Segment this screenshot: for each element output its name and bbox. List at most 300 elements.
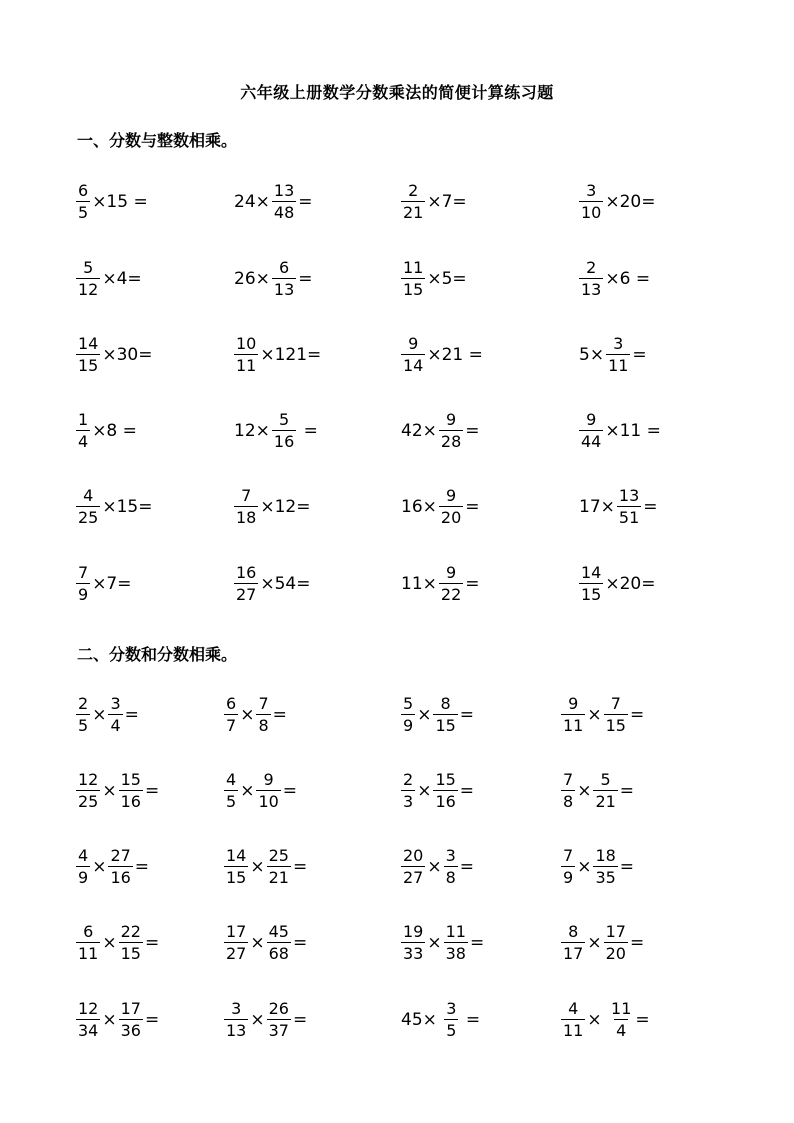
expression-text: ×6 = [605,268,651,289]
fraction [224,924,248,962]
section2-problem-r4-c1 [75,921,160,965]
numerator: 6 [226,694,237,713]
denominator: 68 [268,944,289,963]
expression-text: ×30= [102,344,153,365]
expression-text: × [577,856,592,877]
numerator: 14 [581,563,602,582]
fraction [76,488,100,526]
fraction [267,848,291,886]
expression-text: ×11 = [605,420,661,441]
numerator: 7 [241,486,252,505]
numerator: 3 [586,181,597,200]
expression-text: ×12= [260,496,311,517]
denominator: 7 [226,716,237,735]
expression-text: = [629,932,645,953]
denominator: 51 [618,508,640,527]
numerator: 16 [236,563,257,582]
numerator: 25 [268,846,289,865]
fraction [579,183,603,221]
fraction [108,696,122,734]
numerator: 9 [568,694,579,713]
numerator: 8 [568,922,579,941]
section1-problem-r1-c2 [233,180,314,224]
denominator: 20 [440,508,462,527]
fraction [76,924,100,962]
expression-text: = [298,420,318,441]
expression-text: × [92,856,107,877]
section2-problem-r2-c1 [75,769,160,813]
denominator: 15 [78,356,99,375]
denominator: 27 [236,585,257,604]
expression-text: = [292,856,308,877]
denominator: 21 [268,868,289,887]
section2-problem-r3-c3 [400,845,475,889]
fraction [401,183,425,221]
denominator: 35 [595,868,616,887]
section1-problem-r1-c1 [75,180,149,224]
numerator: 1 [78,410,89,429]
expression-text: 45× [401,1009,443,1030]
expression-text: × [417,704,432,725]
expression-text: × [417,780,432,801]
expression-text: = [632,344,647,365]
fraction [224,848,248,886]
fraction [256,772,280,810]
expression-text: ×7= [92,573,132,594]
numerator: 9 [445,486,457,505]
denominator: 15 [581,585,602,604]
expression-text: = [144,780,160,801]
expression-text: 5× [579,344,605,365]
fraction [272,412,296,450]
expression-text: = [272,704,287,725]
section1-problem-r5-c4 [578,485,659,529]
fraction [234,336,258,374]
fraction [401,848,425,886]
expression-text: = [619,780,635,801]
numerator: 7 [563,770,574,789]
fraction [267,1001,291,1039]
fraction [444,1001,458,1039]
fraction [609,1001,633,1039]
numerator: 15 [120,770,141,789]
numerator: 4 [568,999,579,1018]
expression-text: = [460,1009,481,1030]
expression-text: × [577,780,592,801]
denominator: 37 [268,1021,289,1040]
section2-problem-r1-c3 [400,693,475,737]
fraction [76,412,90,450]
denominator: 15 [435,716,456,735]
fraction [617,488,641,526]
denominator: 34 [78,1021,99,1040]
fraction [76,336,100,374]
denominator: 8 [258,716,269,735]
numerator: 9 [586,410,597,429]
denominator: 28 [440,432,462,451]
fraction [401,336,425,374]
denominator: 4 [110,716,121,735]
expression-text: = [629,704,645,725]
fraction [561,924,585,962]
fraction [439,412,463,450]
denominator: 4 [616,1021,627,1040]
numerator: 4 [83,486,94,505]
denominator: 5 [446,1021,457,1040]
numerator: 9 [263,770,274,789]
numerator: 7 [258,694,269,713]
section1-problem-r6-c2 [233,562,311,606]
expression-text: ×4= [102,268,142,289]
expression-text: ×121= [260,344,322,365]
expression-text: 16× [401,496,437,517]
denominator: 25 [78,792,99,811]
section2-problem-r4-c2 [223,921,308,965]
expression-text: ×54= [260,573,311,594]
fraction [561,772,575,810]
fraction [579,412,603,450]
fraction [579,260,603,298]
denominator: 9 [563,868,574,887]
expression-text: = [292,1009,308,1030]
fraction [76,848,90,886]
expression-text: = [465,573,480,594]
denominator: 22 [440,585,462,604]
section1-problem-r3-c1 [75,333,153,377]
section2-problem-r4-c4 [560,921,645,965]
fraction [119,1001,143,1039]
denominator: 33 [403,944,424,963]
fraction [433,772,457,810]
section2-problem-r3-c4 [560,845,635,889]
section1-problem-r6-c3 [400,562,481,606]
fraction [76,260,100,298]
fraction [604,924,628,962]
expression-text: = [469,932,485,953]
denominator: 14 [403,356,424,375]
denominator: 20 [605,944,626,963]
expression-text: × [240,704,255,725]
numerator: 15 [435,770,456,789]
numerator: 7 [610,694,621,713]
denominator: 4 [78,432,89,451]
fraction [272,260,296,298]
numerator: 4 [78,846,89,865]
numerator: 13 [618,486,640,505]
section2-problem-r2-c3 [400,769,475,813]
expression-text: 17× [579,496,615,517]
fraction [401,696,415,734]
expression-text: × [427,856,442,877]
denominator: 5 [226,792,237,811]
numerator: 19 [403,922,424,941]
section1-problem-r2-c4 [578,257,651,301]
denominator: 15 [403,280,424,299]
numerator: 7 [563,846,574,865]
section2-problem-r1-c1 [75,693,140,737]
denominator: 27 [226,944,247,963]
denominator: 48 [273,203,295,222]
denominator: 8 [563,792,574,811]
expression-text: = [144,1009,160,1030]
fraction [234,488,258,526]
fraction [561,696,585,734]
section2-problem-r2-c2 [223,769,298,813]
denominator: 11 [608,356,629,375]
fraction [119,924,143,962]
denominator: 10 [581,203,602,222]
numerator: 45 [268,922,289,941]
fraction [444,848,458,886]
expression-text: = [619,856,635,877]
section1-problem-r5-c2 [233,485,311,529]
expression-text: 26× [234,268,270,289]
expression-text: ×8 = [92,420,137,441]
expression-text: = [292,932,308,953]
numerator: 2 [403,770,414,789]
fraction [272,183,296,221]
fraction [579,565,603,603]
denominator: 5 [78,203,89,222]
fraction [76,772,100,810]
expression-text: 24× [234,191,270,212]
numerator: 17 [605,922,626,941]
denominator: 44 [581,432,602,451]
page-title: 六年级上册数学分数乘法的简便计算练习题 [240,83,554,102]
fraction [593,772,617,810]
denominator: 21 [595,792,616,811]
denominator: 13 [226,1021,247,1040]
expression-text: = [459,856,475,877]
expression-text: = [459,704,475,725]
section2-problem-r5-c4 [560,998,651,1042]
numerator: 9 [445,410,457,429]
expression-text: 42× [401,420,437,441]
denominator: 21 [403,203,424,222]
fraction [108,848,132,886]
numerator: 14 [78,334,99,353]
numerator: 5 [600,770,611,789]
expression-text: = [298,191,313,212]
numerator: 22 [120,922,141,941]
expression-text: × [102,932,117,953]
numerator: 3 [613,334,624,353]
numerator: 5 [278,410,290,429]
section2-problem-r3-c2 [223,845,308,889]
numerator: 9 [408,334,419,353]
numerator: 3 [231,999,242,1018]
expression-text: 12× [234,420,270,441]
fraction [604,696,628,734]
section1-problem-r3-c4 [578,333,648,377]
fraction [401,260,425,298]
section2-problem-r5-c2 [223,998,308,1042]
expression-text: ×7= [427,191,467,212]
denominator: 13 [273,280,295,299]
fraction [439,565,463,603]
fraction [593,848,617,886]
numerator: 3 [445,846,456,865]
expression-text: × [587,932,602,953]
expression-text: = [144,932,160,953]
expression-text: = [465,420,480,441]
numerator: 11 [445,922,466,941]
numerator: 2 [586,258,597,277]
section1-problem-r1-c3 [400,180,468,224]
fraction [401,924,425,962]
fraction [561,848,575,886]
numerator: 2 [408,181,419,200]
denominator: 18 [236,508,257,527]
numerator: 20 [403,846,424,865]
expression-text: × [587,1009,608,1030]
denominator: 36 [120,1021,141,1040]
section1-heading: 一、分数与整数相乘。 [77,131,238,150]
expression-text: = [465,496,480,517]
fraction [224,696,238,734]
expression-text: = [282,780,298,801]
numerator: 9 [445,563,457,582]
numerator: 6 [78,181,89,200]
numerator: 17 [226,922,247,941]
denominator: 15 [226,868,247,887]
denominator: 8 [445,868,456,887]
section2-problem-r5-c1 [75,998,160,1042]
section1-problem-r6-c4 [578,562,656,606]
expression-text: ×5= [427,268,467,289]
numerator: 4 [226,770,237,789]
section2-problem-r2-c4 [560,769,635,813]
numerator: 3 [110,694,121,713]
expression-text: × [240,780,255,801]
fraction [119,772,143,810]
fraction [439,488,463,526]
section1-problem-r2-c1 [75,257,143,301]
numerator: 5 [403,694,414,713]
denominator: 5 [78,716,89,735]
denominator: 16 [110,868,131,887]
denominator: 27 [403,868,424,887]
denominator: 16 [273,432,295,451]
fraction [433,696,457,734]
expression-text: × [250,856,265,877]
numerator: 11 [611,999,632,1018]
numerator: 2 [78,694,89,713]
section1-problem-r5-c3 [400,485,481,529]
expression-text: × [587,704,602,725]
expression-text: × [102,780,117,801]
denominator: 11 [236,356,257,375]
numerator: 26 [268,999,289,1018]
denominator: 16 [120,792,141,811]
denominator: 17 [563,944,584,963]
section2-problem-r5-c3 [400,998,481,1042]
section1-problem-r4-c3 [400,409,481,453]
section1-problem-r5-c1 [75,485,153,529]
section1-problem-r3-c3 [400,333,484,377]
section1-problem-r2-c2 [233,257,314,301]
expression-text: × [427,932,442,953]
fraction [224,772,238,810]
fraction [234,565,258,603]
denominator: 9 [78,585,89,604]
expression-text: = [643,496,658,517]
denominator: 3 [403,792,414,811]
section1-problem-r4-c2 [233,409,319,453]
fraction [267,924,291,962]
fraction [76,1001,100,1039]
section1-problem-r4-c1 [75,409,138,453]
numerator: 7 [78,563,89,582]
numerator: 8 [440,694,451,713]
expression-text: = [298,268,313,289]
denominator: 15 [605,716,626,735]
fraction [76,183,90,221]
denominator: 11 [563,1021,584,1040]
numerator: 17 [120,999,141,1018]
denominator: 10 [258,792,279,811]
numerator: 18 [595,846,616,865]
numerator: 10 [236,334,257,353]
denominator: 16 [435,792,456,811]
expression-text: = [635,1009,650,1030]
expression-text: ×15= [102,496,153,517]
fraction [401,772,415,810]
expression-text: = [459,780,475,801]
fraction [256,696,270,734]
section2-problem-r1-c4 [560,693,645,737]
numerator: 12 [78,999,99,1018]
expression-text: ×20= [605,191,656,212]
fraction [76,696,90,734]
denominator: 15 [120,944,141,963]
denominator: 9 [403,716,414,735]
numerator: 27 [110,846,131,865]
section1-problem-r6-c1 [75,562,133,606]
section2-problem-r3-c1 [75,845,150,889]
denominator: 12 [78,280,99,299]
denominator: 9 [78,868,89,887]
expression-text: × [250,932,265,953]
denominator: 25 [78,508,99,527]
numerator: 6 [278,258,290,277]
numerator: 14 [226,846,247,865]
numerator: 11 [403,258,424,277]
fraction [224,1001,248,1039]
numerator: 5 [83,258,94,277]
denominator: 38 [445,944,466,963]
fraction [76,565,90,603]
section1-problem-r3-c2 [233,333,322,377]
expression-text: 11× [401,573,437,594]
expression-text: = [134,856,150,877]
section2-problem-r1-c2 [223,693,288,737]
fraction [444,924,468,962]
fraction [561,1001,585,1039]
expression-text: × [92,704,107,725]
expression-text: × [102,1009,117,1030]
section2-heading: 二、分数和分数相乘。 [77,645,238,664]
section1-problem-r4-c4 [578,409,662,453]
denominator: 13 [581,280,602,299]
expression-text: ×21 = [427,344,483,365]
expression-text: ×15 = [92,191,148,212]
denominator: 11 [563,716,584,735]
section1-problem-r1-c4 [578,180,656,224]
numerator: 12 [78,770,99,789]
numerator: 6 [83,922,94,941]
numerator: 3 [446,999,457,1018]
